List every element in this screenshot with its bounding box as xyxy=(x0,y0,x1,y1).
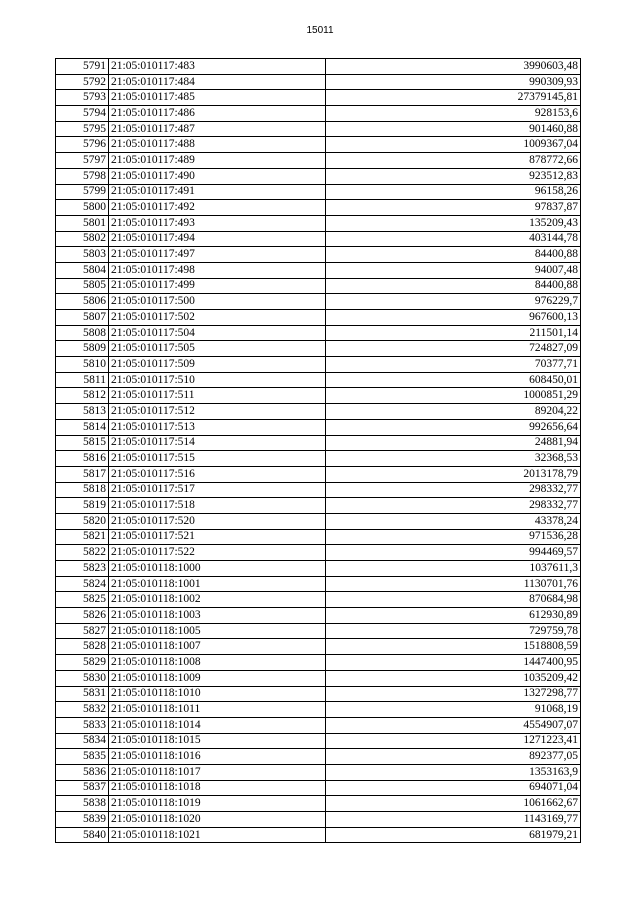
cadastral-value-cell: 43378,24 xyxy=(326,513,581,529)
table-row xyxy=(56,608,581,624)
row-number-cell: 5796 xyxy=(56,137,109,153)
row-number-cell: 5832 xyxy=(56,702,109,718)
table-body xyxy=(56,59,581,843)
cadastral-number-cell: 21:05:010118:1008 xyxy=(109,655,326,671)
cadastral-number-cell: 21:05:010118:1002 xyxy=(109,592,326,608)
cadastral-number-cell: 21:05:010117:512 xyxy=(109,404,326,420)
cadastral-value-cell: 878772,66 xyxy=(326,153,581,169)
row-number-cell: 5823 xyxy=(56,561,109,577)
cadastral-value-cell: 1447400,95 xyxy=(326,655,581,671)
row-number-cell: 5794 xyxy=(56,106,109,122)
cadastral-value-cell: 84400,88 xyxy=(326,247,581,263)
cadastral-value-cell: 298332,77 xyxy=(326,482,581,498)
row-number-cell: 5829 xyxy=(56,655,109,671)
table-row xyxy=(56,231,581,247)
cadastral-value-cell: 4554907,07 xyxy=(326,717,581,733)
cadastral-value-cell: 32368,53 xyxy=(326,451,581,467)
table-row xyxy=(56,153,581,169)
table-row xyxy=(56,184,581,200)
cadastral-value-cell: 403144,78 xyxy=(326,231,581,247)
cadastral-value-cell: 2013178,79 xyxy=(326,466,581,482)
cadastral-number-cell: 21:05:010117:518 xyxy=(109,498,326,514)
cadastral-value-cell: 70377,71 xyxy=(326,357,581,373)
cadastral-number-cell: 21:05:010118:1020 xyxy=(109,812,326,828)
table-row xyxy=(56,168,581,184)
cadastral-value-cell: 135209,43 xyxy=(326,215,581,231)
cadastral-number-cell: 21:05:010117:492 xyxy=(109,200,326,216)
table-row xyxy=(56,827,581,843)
cadastral-value-table xyxy=(55,58,581,843)
table-row xyxy=(56,482,581,498)
cadastral-value-cell: 892377,05 xyxy=(326,749,581,765)
row-number-cell: 5801 xyxy=(56,215,109,231)
row-number-cell: 5822 xyxy=(56,545,109,561)
cadastral-value-cell: 1000851,29 xyxy=(326,388,581,404)
row-number-cell: 5792 xyxy=(56,74,109,90)
cadastral-value-cell: 994469,57 xyxy=(326,545,581,561)
table-row xyxy=(56,561,581,577)
cadastral-number-cell: 21:05:010118:1018 xyxy=(109,780,326,796)
table-row xyxy=(56,529,581,545)
table-row xyxy=(56,372,581,388)
table-row xyxy=(56,59,581,75)
row-number-cell: 5810 xyxy=(56,357,109,373)
table-row xyxy=(56,513,581,529)
cadastral-number-cell: 21:05:010118:1009 xyxy=(109,670,326,686)
table-row xyxy=(56,106,581,122)
table-row xyxy=(56,623,581,639)
cadastral-value-cell: 928153,6 xyxy=(326,106,581,122)
cadastral-value-cell: 96158,26 xyxy=(326,184,581,200)
table-row xyxy=(56,670,581,686)
table-row xyxy=(56,545,581,561)
row-number-cell: 5838 xyxy=(56,796,109,812)
cadastral-number-cell: 21:05:010118:1000 xyxy=(109,561,326,577)
row-number-cell: 5806 xyxy=(56,294,109,310)
cadastral-number-cell: 21:05:010117:516 xyxy=(109,466,326,482)
cadastral-number-cell: 21:05:010118:1017 xyxy=(109,764,326,780)
table-row xyxy=(56,717,581,733)
cadastral-number-cell: 21:05:010118:1005 xyxy=(109,623,326,639)
cadastral-value-cell: 612930,89 xyxy=(326,608,581,624)
table-row xyxy=(56,90,581,106)
cadastral-number-cell: 21:05:010117:500 xyxy=(109,294,326,310)
cadastral-number-cell: 21:05:010117:486 xyxy=(109,106,326,122)
cadastral-value-cell: 1518808,59 xyxy=(326,639,581,655)
row-number-cell: 5814 xyxy=(56,419,109,435)
table-row xyxy=(56,310,581,326)
cadastral-number-cell: 21:05:010118:1011 xyxy=(109,702,326,718)
row-number-cell: 5824 xyxy=(56,576,109,592)
row-number-cell: 5803 xyxy=(56,247,109,263)
cadastral-number-cell: 21:05:010117:499 xyxy=(109,278,326,294)
row-number-cell: 5807 xyxy=(56,310,109,326)
cadastral-number-cell: 21:05:010117:487 xyxy=(109,121,326,137)
cadastral-value-cell: 1130701,76 xyxy=(326,576,581,592)
cadastral-number-cell: 21:05:010117:520 xyxy=(109,513,326,529)
cadastral-number-cell: 21:05:010117:509 xyxy=(109,357,326,373)
table-row xyxy=(56,702,581,718)
row-number-cell: 5793 xyxy=(56,90,109,106)
row-number-cell: 5836 xyxy=(56,764,109,780)
row-number-cell: 5800 xyxy=(56,200,109,216)
cadastral-value-cell: 91068,19 xyxy=(326,702,581,718)
table-row xyxy=(56,121,581,137)
table-row xyxy=(56,812,581,828)
cadastral-value-cell: 990309,93 xyxy=(326,74,581,90)
table-row xyxy=(56,278,581,294)
row-number-cell: 5840 xyxy=(56,827,109,843)
row-number-cell: 5812 xyxy=(56,388,109,404)
row-number-cell: 5828 xyxy=(56,639,109,655)
cadastral-value-cell: 1327298,77 xyxy=(326,686,581,702)
cadastral-number-cell: 21:05:010117:491 xyxy=(109,184,326,200)
cadastral-number-cell: 21:05:010117:510 xyxy=(109,372,326,388)
cadastral-number-cell: 21:05:010117:513 xyxy=(109,419,326,435)
table-row xyxy=(56,247,581,263)
table-row xyxy=(56,435,581,451)
row-number-cell: 5819 xyxy=(56,498,109,514)
cadastral-number-cell: 21:05:010118:1007 xyxy=(109,639,326,655)
cadastral-number-cell: 21:05:010117:504 xyxy=(109,325,326,341)
row-number-cell: 5826 xyxy=(56,608,109,624)
cadastral-value-cell: 1035209,42 xyxy=(326,670,581,686)
row-number-cell: 5791 xyxy=(56,59,109,75)
table-row xyxy=(56,404,581,420)
cadastral-value-cell: 608450,01 xyxy=(326,372,581,388)
table-row xyxy=(56,498,581,514)
table-row xyxy=(56,780,581,796)
cadastral-number-cell: 21:05:010118:1001 xyxy=(109,576,326,592)
cadastral-value-cell: 971536,28 xyxy=(326,529,581,545)
table-row xyxy=(56,388,581,404)
row-number-cell: 5839 xyxy=(56,812,109,828)
row-number-cell: 5818 xyxy=(56,482,109,498)
cadastral-number-cell: 21:05:010117:517 xyxy=(109,482,326,498)
table-row xyxy=(56,764,581,780)
table-row xyxy=(56,357,581,373)
cadastral-value-cell: 1061662,67 xyxy=(326,796,581,812)
row-number-cell: 5799 xyxy=(56,184,109,200)
cadastral-value-cell: 298332,77 xyxy=(326,498,581,514)
row-number-cell: 5821 xyxy=(56,529,109,545)
table-row xyxy=(56,419,581,435)
cadastral-value-cell: 1143169,77 xyxy=(326,812,581,828)
row-number-cell: 5813 xyxy=(56,404,109,420)
cadastral-number-cell: 21:05:010117:493 xyxy=(109,215,326,231)
cadastral-value-cell: 97837,87 xyxy=(326,200,581,216)
table-row xyxy=(56,576,581,592)
cadastral-number-cell: 21:05:010117:494 xyxy=(109,231,326,247)
row-number-cell: 5830 xyxy=(56,670,109,686)
row-number-cell: 5835 xyxy=(56,749,109,765)
row-number-cell: 5804 xyxy=(56,262,109,278)
row-number-cell: 5837 xyxy=(56,780,109,796)
cadastral-value-cell: 992656,64 xyxy=(326,419,581,435)
row-number-cell: 5820 xyxy=(56,513,109,529)
row-number-cell: 5817 xyxy=(56,466,109,482)
cadastral-value-cell: 24881,94 xyxy=(326,435,581,451)
row-number-cell: 5827 xyxy=(56,623,109,639)
cadastral-value-cell: 870684,98 xyxy=(326,592,581,608)
table-row xyxy=(56,749,581,765)
cadastral-value-cell: 1009367,04 xyxy=(326,137,581,153)
cadastral-number-cell: 21:05:010117:511 xyxy=(109,388,326,404)
row-number-cell: 5811 xyxy=(56,372,109,388)
cadastral-value-cell: 89204,22 xyxy=(326,404,581,420)
row-number-cell: 5805 xyxy=(56,278,109,294)
cadastral-value-cell: 923512,83 xyxy=(326,168,581,184)
cadastral-number-cell: 21:05:010117:522 xyxy=(109,545,326,561)
table-row xyxy=(56,325,581,341)
page-number: 15011 xyxy=(306,25,334,36)
table-row xyxy=(56,294,581,310)
cadastral-number-cell: 21:05:010118:1016 xyxy=(109,749,326,765)
row-number-cell: 5809 xyxy=(56,341,109,357)
cadastral-number-cell: 21:05:010117:484 xyxy=(109,74,326,90)
row-number-cell: 5798 xyxy=(56,168,109,184)
cadastral-number-cell: 21:05:010118:1010 xyxy=(109,686,326,702)
cadastral-number-cell: 21:05:010117:515 xyxy=(109,451,326,467)
table-row xyxy=(56,639,581,655)
cadastral-number-cell: 21:05:010118:1003 xyxy=(109,608,326,624)
cadastral-number-cell: 21:05:010117:498 xyxy=(109,262,326,278)
cadastral-value-cell: 976229,7 xyxy=(326,294,581,310)
cadastral-value-cell: 211501,14 xyxy=(326,325,581,341)
cadastral-number-cell: 21:05:010117:497 xyxy=(109,247,326,263)
row-number-cell: 5833 xyxy=(56,717,109,733)
table-row xyxy=(56,655,581,671)
row-number-cell: 5797 xyxy=(56,153,109,169)
cadastral-value-cell: 724827,09 xyxy=(326,341,581,357)
table-row xyxy=(56,137,581,153)
cadastral-value-cell: 967600,13 xyxy=(326,310,581,326)
table-row xyxy=(56,200,581,216)
cadastral-number-cell: 21:05:010117:490 xyxy=(109,168,326,184)
cadastral-value-cell: 729759,78 xyxy=(326,623,581,639)
cadastral-number-cell: 21:05:010117:502 xyxy=(109,310,326,326)
cadastral-value-cell: 84400,88 xyxy=(326,278,581,294)
row-number-cell: 5834 xyxy=(56,733,109,749)
cadastral-value-cell: 27379145,81 xyxy=(326,90,581,106)
row-number-cell: 5831 xyxy=(56,686,109,702)
cadastral-value-cell: 3990603,48 xyxy=(326,59,581,75)
cadastral-value-cell: 1271223,41 xyxy=(326,733,581,749)
table-row xyxy=(56,262,581,278)
table-row xyxy=(56,215,581,231)
cadastral-number-cell: 21:05:010117:514 xyxy=(109,435,326,451)
table-row xyxy=(56,74,581,90)
row-number-cell: 5825 xyxy=(56,592,109,608)
cadastral-number-cell: 21:05:010117:483 xyxy=(109,59,326,75)
row-number-cell: 5808 xyxy=(56,325,109,341)
table-row xyxy=(56,451,581,467)
row-number-cell: 5815 xyxy=(56,435,109,451)
table-row xyxy=(56,686,581,702)
cadastral-number-cell: 21:05:010118:1021 xyxy=(109,827,326,843)
cadastral-value-cell: 681979,21 xyxy=(326,827,581,843)
table-row xyxy=(56,733,581,749)
cadastral-number-cell: 21:05:010117:505 xyxy=(109,341,326,357)
row-number-cell: 5795 xyxy=(56,121,109,137)
table-row xyxy=(56,592,581,608)
row-number-cell: 5802 xyxy=(56,231,109,247)
cadastral-value-cell: 694071,04 xyxy=(326,780,581,796)
cadastral-number-cell: 21:05:010118:1014 xyxy=(109,717,326,733)
table-row xyxy=(56,466,581,482)
table-row xyxy=(56,341,581,357)
cadastral-number-cell: 21:05:010117:488 xyxy=(109,137,326,153)
cadastral-value-cell: 1353163,9 xyxy=(326,764,581,780)
cadastral-number-cell: 21:05:010118:1019 xyxy=(109,796,326,812)
cadastral-number-cell: 21:05:010117:485 xyxy=(109,90,326,106)
cadastral-number-cell: 21:05:010117:521 xyxy=(109,529,326,545)
row-number-cell: 5816 xyxy=(56,451,109,467)
cadastral-value-cell: 94007,48 xyxy=(326,262,581,278)
cadastral-number-cell: 21:05:010118:1015 xyxy=(109,733,326,749)
cadastral-value-cell: 901460,88 xyxy=(326,121,581,137)
cadastral-value-cell: 1037611,3 xyxy=(326,561,581,577)
table-row xyxy=(56,796,581,812)
cadastral-number-cell: 21:05:010117:489 xyxy=(109,153,326,169)
